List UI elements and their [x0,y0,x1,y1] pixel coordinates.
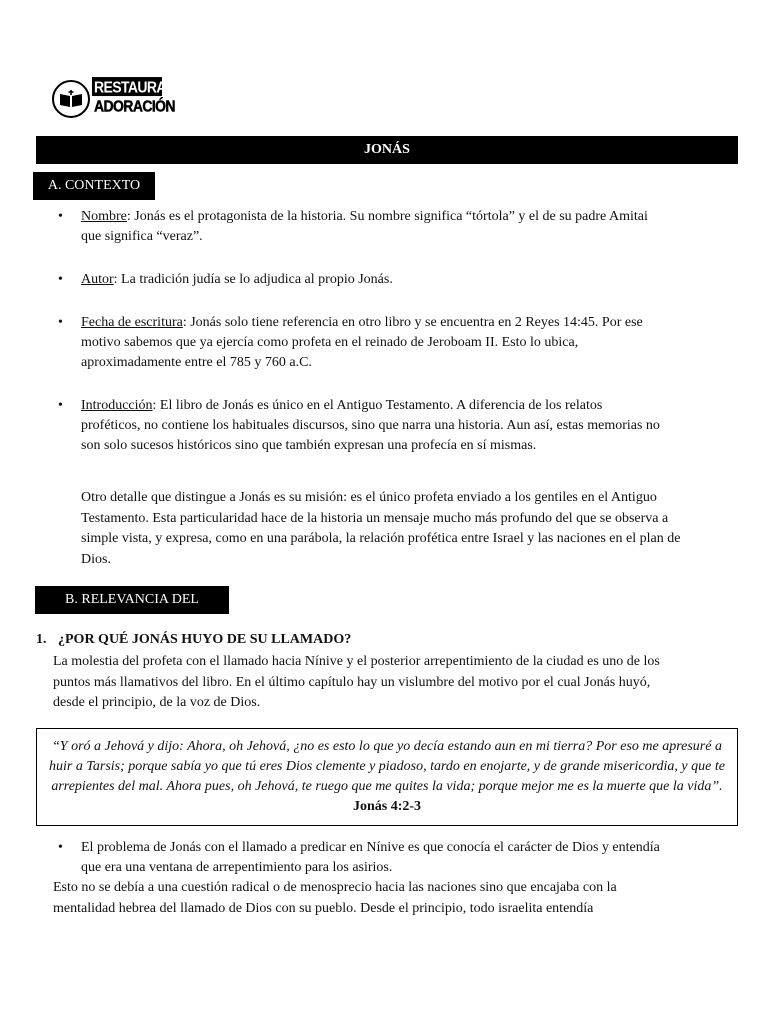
list-item-nombre [58,207,663,247]
term-autor: Autor [81,272,114,287]
text-fecha: : Jonás solo tiene referencia en otro libro y se encuentra en 2 Reyes 14:45. Por ese motivo sabemos que ya ejercía como profeta en el reinado de Jeroboam II. Esto lo ubica, aproximadamente entre el 785 y 760 a.C. [81,315,643,370]
quote-text: “Y oró a Jehová y dijo: Ahora, oh Jehová, ¿no es esto lo que yo decía estando aun en mi tierra? Por eso me apresuré a huir a Tarsis; porque sabía yo que tú eres Dios clemente y piadoso, tardo en enojarte, y de grande misericordia, y que te arrepientes del mal. Ahora pues, oh Jehová, te ruego que me quites la vida; porque mejor me es la muerte que la vida”. [49,739,725,794]
closing-paragraph: Esto no se debía a una cuestión radical o de menosprecio hacia las naciones sino que encajaba con la mentalidad hebrea del llamado de Dios con su pueblo. Desde el principio, todo israelita entendía [53,880,617,916]
section-a-heading: A. CONTEXTO [33,172,155,200]
book-icon [52,80,90,118]
bullet-dot: • [58,840,63,855]
bullet-dot: • [58,272,63,287]
question-text: ¿POR QUÉ JONÁS HUYO DE SU LLAMADO? [58,632,352,647]
bullet-dot: • [58,209,63,224]
text-problema: El problema de Jonás con el llamado a predicar en Nínive es que conocía el carácter de Dios y entendía que era una ventana de arrepentimiento para los asirios. [81,840,660,875]
quote-reference: Jonás 4:2-3 [352,799,422,814]
list-item-fecha [58,313,663,373]
logo [52,78,199,122]
logo-line-restauracion: RESTAURACIÓN [92,77,162,98]
section-b-heading: B. RELEVANCIA DEL [35,586,229,614]
bullet-dot: • [58,398,63,413]
scripture-quote [36,728,738,826]
text-introduccion: : El libro de Jonás es único en el Antiguo Testamento. A diferencia de los relatos proféticos, no contiene los habituales discursos, sino que narra una historia. Aun así, estas memorias no son solo sucesos históricos sino que también expresan una profecía en sí mismas. [81,398,660,453]
question-1-heading [36,631,351,649]
bullet-dot: • [58,315,63,330]
list-item-autor [58,270,663,290]
term-introduccion: Introducción [81,398,153,413]
question-number: 1. [36,632,47,647]
logo-line-adoracion: ADORACIÓN [92,96,162,117]
term-nombre: Nombre [81,209,127,224]
list-item-problema [58,838,663,878]
context-extra-paragraph: Otro detalle que distingue a Jonás es su misión: es el único profeta enviado a los gentiles en el Antiguo Testamento. Esta particularidad hace de la historia un mensaje mucho más profundo del que se observa a simple vista, y expresa, como en una parábola, la relación profética entre Israel y las naciones en el plan de Dios. [81,490,681,567]
text-autor: : La tradición judía se lo adjudica al propio Jonás. [113,272,393,287]
page-title: JONÁS [36,136,738,164]
list-item-introduccion [58,396,663,456]
text-nombre: : Jonás es el protagonista de la historia. Su nombre significa “tórtola” y el de su padre Amitai que significa “veraz”. [81,209,648,244]
question-1-paragraph: La molestia del profeta con el llamado hacia Nínive y el posterior arrepentimiento de la ciudad es uno de los puntos más llamativos del libro. En el último capítulo hay un vislumbre del motivo por el cual Jonás huyó, desde el principio, de la voz de Dios. [53,654,660,710]
term-fecha: Fecha de escritura [81,315,183,330]
